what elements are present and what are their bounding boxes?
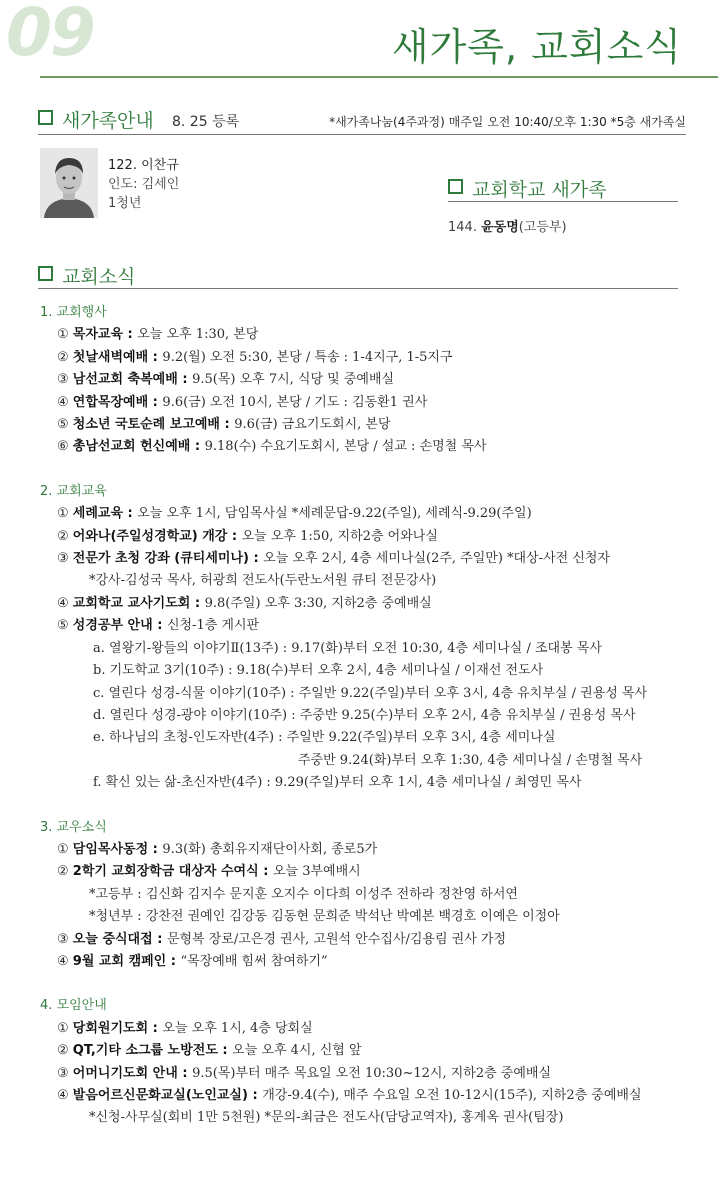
item-separator: :: [123, 506, 138, 522]
school-newcomer-number: 144.: [448, 220, 477, 235]
school-newcomer-dept: (고등부): [518, 220, 567, 235]
news-item: [40, 839, 700, 861]
item-number: ⑤: [57, 618, 69, 634]
news-item: [40, 503, 700, 525]
item-number: ④: [57, 394, 69, 410]
item-label: 남선교회 축복예배: [72, 372, 178, 388]
page-number: 09: [6, 0, 94, 71]
category-title: 1. 교회행사: [40, 305, 107, 320]
item-label: 당회원기도회: [72, 1020, 149, 1036]
item-label: 목자교육: [72, 327, 124, 343]
item-text: 9.2(월) 오전 5:30, 본당 / 특송 : 1-4지구, 1-5지구: [162, 349, 453, 365]
item-separator: :: [123, 327, 138, 343]
item-separator: :: [177, 1065, 193, 1081]
study-subitem: a. 열왕기-왕들의 이야기Ⅱ(13주) : 9.17(화)부터 오전 10:30, 4층 세미나실 / 조대봉 목사: [93, 640, 602, 656]
item-label: 전문가 초청 강좌 (큐티세미나): [72, 551, 249, 567]
news-item: [40, 369, 700, 391]
item-separator: :: [217, 1043, 233, 1059]
news-item: [40, 347, 700, 369]
study-subitem: b. 기도학교 3기(10주) : 9.18(수)부터 오후 2시, 4층 세미나실 / 이재선 전도사: [93, 663, 544, 679]
registration-date: 8. 25 등록: [172, 114, 240, 130]
item-text: 오늘 오후 1시, 4층 당회실: [162, 1020, 313, 1036]
item-separator: :: [152, 618, 167, 634]
category-title: 4. 모임안내: [40, 998, 107, 1014]
study-subitem: e. 하나님의 초청-인도자반(4주) : 주일반 9.22(주일)부터 오후 3시, 4층 세미나실: [93, 730, 556, 746]
newcomer-group: 1청년: [108, 196, 142, 211]
item-label: 발음어르신문화교실(노인교실): [72, 1088, 248, 1103]
item-label: 연합목장예배: [72, 394, 149, 410]
newcomer-class-note: *새가족나눔(4주과정) 매주일 오전 10:40/오후 1:30 *5층 새가족실: [329, 115, 686, 129]
subitem-continuation: 주중반 9.24(화)부터 오후 1:30, 4층 세미나실 / 손명철 목사: [298, 752, 643, 768]
news-item: [40, 414, 700, 436]
item-text: 오늘 오후 1시, 담임목사실 *세례문답-9.22(주일), 세례식-9.29(주일): [137, 506, 532, 522]
school-newcomers-title: 교회학교 새가족: [472, 179, 607, 201]
item-number: ②: [57, 864, 69, 880]
item-number: ②: [57, 528, 69, 544]
item-label: 교회학교 교사기도회: [72, 595, 191, 611]
item-separator: :: [148, 349, 163, 365]
item-number: ⑤: [57, 417, 69, 433]
item-label: 9월 교회 캠페인: [72, 953, 167, 969]
item-text: 9.5(목) 오후 7시, 식당 및 중예배실: [192, 372, 395, 388]
item-text: 9.5(목)부터 매주 목요일 오전 10:30~12시, 지하2층 중예배실: [192, 1065, 552, 1081]
item-text: 문형복 장로/고은경 권사, 고원석 안수집사/김용림 권사 가정: [166, 931, 507, 947]
news-item: [40, 929, 700, 951]
item-label: 어머니기도회 안내: [72, 1065, 178, 1081]
item-text: 개강-9.4(수), 매주 수요일 오전 10-12시(15주), 지하2층 중예배실: [262, 1088, 642, 1103]
item-number: ①: [57, 1020, 69, 1036]
item-number: ④: [57, 953, 69, 969]
news-item: [40, 548, 700, 570]
item-label: 2학기 교회장학금 대상자 수여식: [72, 864, 259, 880]
item-separator: :: [258, 864, 273, 880]
item-text: 오늘 3부예배시: [272, 864, 361, 880]
news-item: [40, 1085, 700, 1107]
item-number: ③: [57, 551, 69, 567]
item-label: QT,기타 소그룹 노방전도: [72, 1043, 218, 1059]
item-number: ①: [57, 506, 69, 522]
school-newcomer-entry: [448, 216, 567, 235]
item-separator: :: [148, 841, 163, 857]
item-separator: :: [248, 551, 264, 567]
item-separator: :: [190, 439, 205, 455]
news-item: [40, 1018, 700, 1040]
item-separator: :: [177, 372, 193, 388]
header-rule: [40, 76, 718, 78]
newcomers-rule: [38, 134, 686, 135]
item-separator: :: [152, 931, 167, 947]
study-subitem: f. 확신 있는 삶-초신자반(4주) : 9.29(주일)부터 오후 1시, 4층 세미나실 / 최영민 목사: [93, 775, 582, 791]
item-text: 신청-1층 게시판: [166, 618, 260, 634]
item-separator: :: [166, 953, 181, 969]
item-text: “목장예배 힘써 참여하기”: [180, 953, 328, 969]
newcomers-heading: [38, 106, 154, 133]
item-label: 청소년 국토순례 보고예배: [72, 417, 220, 433]
news-item: [40, 593, 700, 615]
item-separator: :: [148, 394, 163, 410]
item-number: ②: [57, 349, 69, 365]
newcomers-title: 새가족안내: [62, 110, 154, 132]
item-separator: :: [220, 417, 235, 433]
item-label: 어와나(주일성경학교) 개강: [72, 528, 228, 544]
item-label: 담임목사동정: [72, 841, 149, 857]
study-subitem: d. 열린다 성경-광야 이야기(10주) : 주중반 9.25(수)부터 오후 2시, 4층 유치부실 / 권용성 목사: [93, 707, 636, 723]
item-label: 총남선교회 헌신예배: [72, 439, 191, 455]
square-bullet-icon: [38, 110, 53, 125]
newcomer-photo: [40, 148, 98, 218]
item-separator: :: [148, 1020, 163, 1036]
item-label: 성경공부 안내: [72, 618, 153, 634]
square-bullet-icon: [38, 266, 53, 281]
news-heading: [38, 262, 135, 289]
school-newcomer-name: 윤동명: [481, 220, 519, 235]
news-item: [40, 615, 700, 637]
item-separator: :: [247, 1088, 263, 1103]
item-text: 9.6(금) 금요기도회시, 본당: [234, 417, 391, 433]
item-separator: :: [227, 528, 242, 544]
category-title: 2. 교회교육: [40, 483, 107, 499]
news-title: 교회소식: [62, 266, 136, 288]
item-label: 오늘 중식대접: [72, 931, 153, 947]
item-number: ③: [57, 372, 69, 388]
item-text: 오늘 오후 4시, 신협 앞: [232, 1043, 362, 1059]
news-item: [40, 324, 700, 346]
item-text: 오늘 오후 1:50, 지하2층 어와나실: [241, 528, 438, 544]
item-text: 9.3(화) 총회유지재단이사회, 종로5가: [162, 841, 378, 857]
item-label: 첫날새벽예배: [72, 349, 149, 365]
news-item: [40, 392, 700, 414]
item-separator: :: [190, 595, 205, 611]
item-number: ④: [57, 1088, 69, 1103]
newcomer-name: 122. 이찬규: [108, 158, 179, 173]
page-title: 새가족, 교회소식: [391, 25, 682, 69]
note-line: *강사-김성국 목사, 허광희 전도사(두란노서원 큐티 전문강사): [89, 573, 437, 589]
note-line: *고등부 : 김신화 김지수 문지훈 오지수 이다희 이성주 전하라 정찬영 하서연: [89, 886, 518, 902]
school-newcomers-rule: [448, 201, 678, 202]
item-text: 오늘 오후 1:30, 본당: [137, 327, 259, 343]
item-number: ②: [57, 1043, 69, 1059]
news-item: [40, 861, 700, 883]
news-item: [40, 526, 700, 548]
category-title: 3. 교우소식: [40, 819, 107, 835]
school-newcomers-heading: [448, 175, 607, 202]
item-number: ③: [57, 1065, 69, 1081]
news-item: [40, 1040, 700, 1062]
news-item: [40, 951, 700, 973]
news-rule: [38, 288, 678, 289]
news-list: [40, 302, 700, 1130]
item-text: 9.18(수) 수요기도회시, 본당 / 설교 : 손명철 목사: [204, 439, 487, 455]
newcomer-info: [108, 156, 179, 213]
note-line: *청년부 : 강찬전 권예인 김강동 김동현 문희준 박석난 박예본 백경호 이예은 이정아: [89, 909, 560, 925]
item-text: 9.8(주일) 오후 3:30, 지하2층 중예배실: [204, 595, 432, 611]
item-number: ①: [57, 327, 69, 343]
item-text: 9.6(금) 오전 10시, 본당 / 기도 : 김동환1 권사: [162, 394, 428, 410]
item-text: 오늘 오후 2시, 4층 세미나실(2주, 주일만) *대상-사전 신청자: [263, 551, 610, 567]
item-number: ①: [57, 841, 69, 857]
study-subitem: c. 열린다 성경-식물 이야기(10주) : 주일반 9.22(주일)부터 오후 3시, 4층 유치부실 / 권용성 목사: [93, 685, 648, 701]
item-number: ④: [57, 595, 69, 611]
item-label: 세례교육: [72, 506, 124, 522]
square-bullet-icon: [448, 179, 463, 194]
note-line: *신청-사무실(회비 1만 5천원) *문의-최금은 전도사(담당교역자), 홍계옥 권사(팀장): [89, 1110, 564, 1126]
item-number: ⑥: [57, 439, 69, 455]
news-item: [40, 1063, 700, 1085]
item-number: ③: [57, 931, 69, 947]
news-item: [40, 436, 700, 458]
newcomer-guide: 인도: 김세인: [108, 177, 180, 192]
